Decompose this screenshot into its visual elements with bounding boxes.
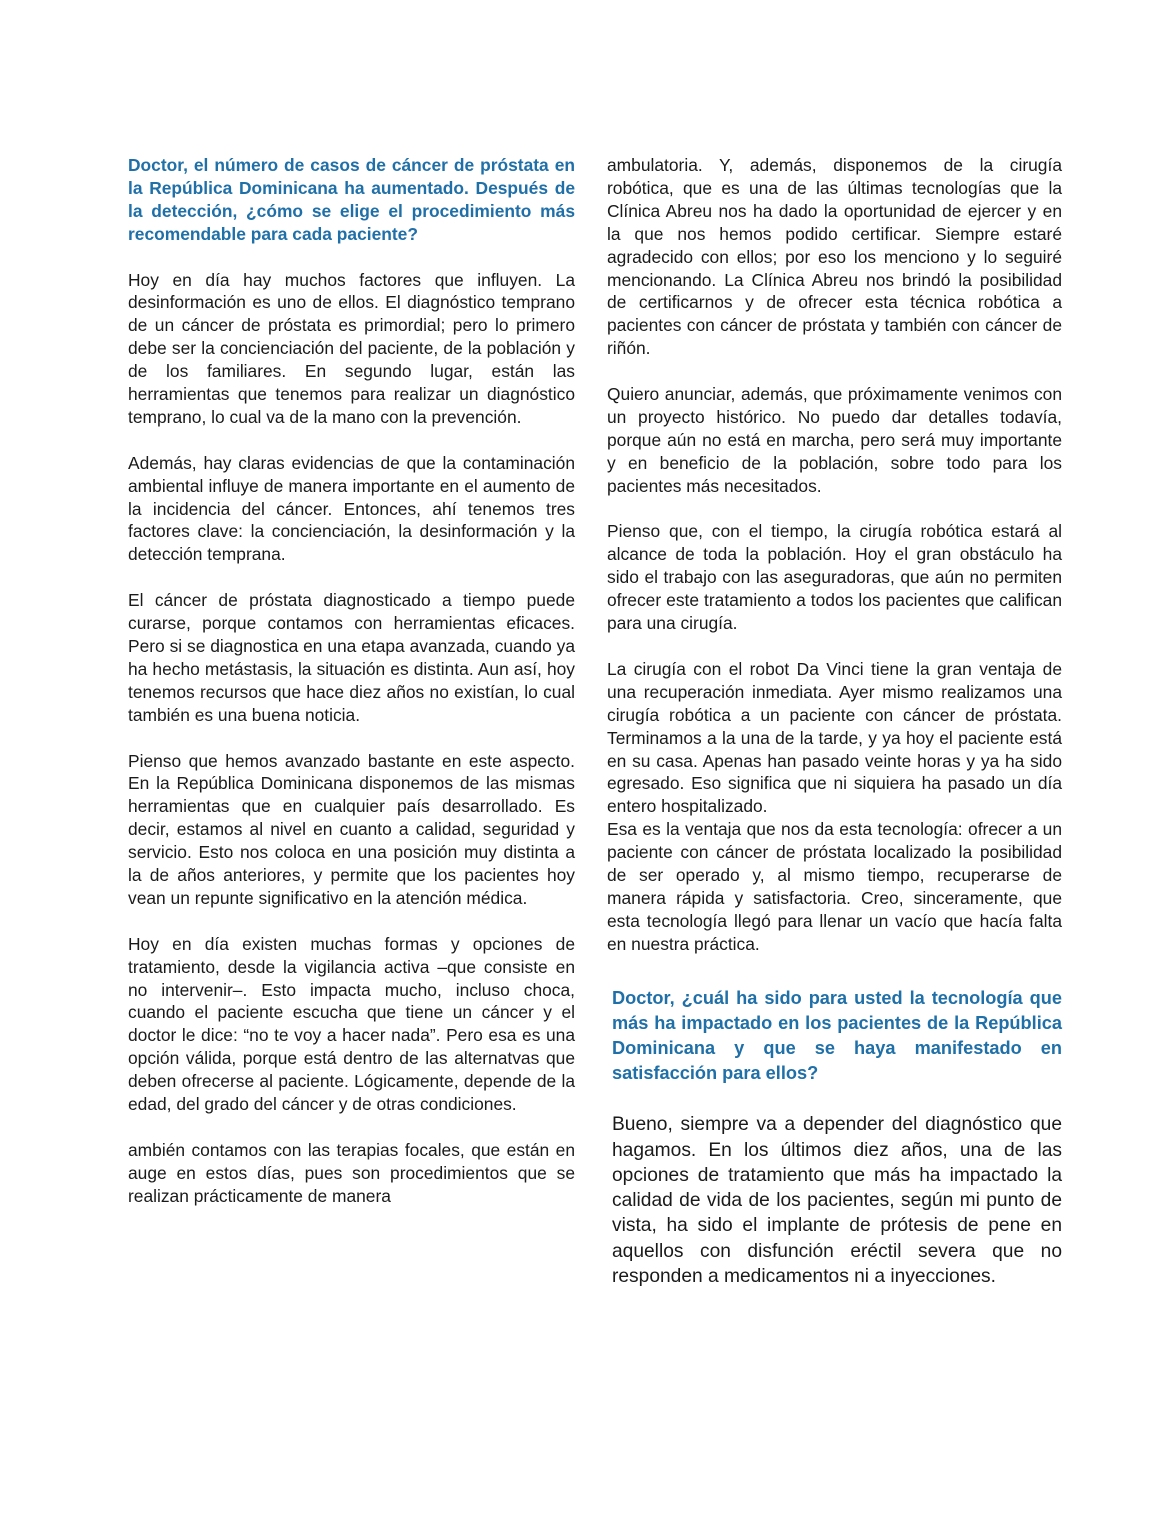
paragraph: ambién contamos con las terapias focales, que están en auge en estos días, pues son procedimientos que se realizan prácticamente de manera (128, 1139, 575, 1206)
paragraph: Pienso que hemos avanzado bastante en este aspecto. En la República Dominicana disponemos de las mismas herramientas que en cualquier país desarrollado. Es decir, estamos al nivel en cuanto a calidad, seguridad y servicio. Esto nos coloca en una posición muy distinta a la de años anteriores, y permite que los pacientes hoy vean un repunte significativo en la atención médica. (128, 750, 575, 908)
paragraph: Hoy en día existen muchas formas y opciones de tratamiento, desde la vigilancia activa –que consiste en no intervenir–. Esto impacta mucho, incluso choca, cuando el paciente escucha que tiene un cáncer y el doctor le dice: “no te voy a hacer nada”. Pero esa es una opción válida, porque está dentro de las alternatvas que deben ofrecerse al paciente. Lógicamente, depende de la edad, del grado del cáncer y de otras condiciones. (128, 933, 575, 1115)
answer-paragraph: Bueno, siempre va a depender del diagnóstico que hagamos. En los últimos diez años, una de las opciones de tratamiento que más ha impactado la calidad de vida de los pacientes, según mi punto de vista, ha sido el implante de prótesis de pene en aquellos con disfunción eréctil severa que no responden a medicamentos ni a inyecciones. (612, 1114, 1062, 1287)
left-column (128, 154, 575, 1208)
paragraph: Esa es la ventaja que nos da esta tecnología: ofrecer a un paciente con cáncer de próstata localizado la posibilidad de ser operado y, al mismo tiempo, recuperarse de manera rápida y satisfactoria. Creo, sinceramente, que esta tecnología llegó para llenar un vacío que hacía falta en nuestra práctica. (607, 819, 1062, 954)
paragraph: Quiero anunciar, además, que próximamente venimos con un proyecto histórico. No puedo dar detalles todavía, porque aún no está en marcha, pero será muy importante y en beneficio de la población, sobre todo para los pacientes más necesitados. (607, 384, 1062, 496)
right-column (607, 154, 1062, 1289)
paragraph: Hoy en día hay muchos factores que influyen. La desinformación es uno de ellos. El diagnóstico temprano de un cáncer de próstata es primordial; pero lo primero debe ser la concienciación del paciente, de la población y de los familiares. En segundo lugar, están las herramientas que tenemos para realizar un diagnóstico temprano, lo cual va de la mano con la prevención. (128, 269, 575, 427)
question-heading-1: Doctor, el número de casos de cáncer de próstata en la República Dominicana ha aumentado. Después de la detección, ¿cómo se elige el procedimiento más recomendable para cada paciente? (128, 155, 575, 244)
question-heading-2: Doctor, ¿cuál ha sido para usted la tecnología que más ha impactado en los pacientes de la República Dominicana y que se haya manifestado en satisfacción para ellos? (612, 987, 1062, 1084)
paragraph: Pienso que, con el tiempo, la cirugía robótica estará al alcance de toda la población. Hoy el gran obstáculo ha sido el trabajo con las aseguradoras, que aún no permiten ofrecer este tratamiento a todos los pacientes que califican para una cirugía. (607, 521, 1062, 634)
paragraph: Además, hay claras evidencias de que la contaminación ambiental influye de manera importante en el aumento de la incidencia del cáncer. Entonces, ahí tenemos tres factores clave: la concienciación, la desinformación y la detección temprana. (128, 452, 575, 565)
paragraph: La cirugía con el robot Da Vinci tiene la gran ventaja de una recuperación inmediata. Ayer mismo realizamos una cirugía robótica a un paciente con cáncer de próstata. Terminamos a la una de la tarde, y ya hoy el paciente está en su casa. Apenas han pasado veinte horas y ya ha sido egresado. Eso significa que ni siquiera ha pasado un día entero hospitalizado. (607, 658, 1062, 817)
paragraph: ambulatoria. Y, además, disponemos de la cirugía robótica, que es una de las últimas tecnologías que la Clínica Abreu nos ha dado la oportunidad de ejercer y en la que nos hemos podido certificar. Siempre estaré agradecido con ellos; por eso los menciono y lo seguiré mencionando. La Clínica Abreu nos brindó la posibilidad de certificarnos y de ofrecer esta técnica robótica a pacientes con cáncer de próstata y también con cáncer de riñón. (607, 155, 1062, 359)
paragraph: El cáncer de próstata diagnosticado a tiempo puede curarse, porque contamos con herramientas eficaces. Pero si se diagnostica en una etapa avanzada, cuando ya ha hecho metástasis, la situación es distinta. Aun así, hoy tenemos recursos que hace diez años no existían, lo cual también es una buena noticia. (128, 590, 575, 725)
